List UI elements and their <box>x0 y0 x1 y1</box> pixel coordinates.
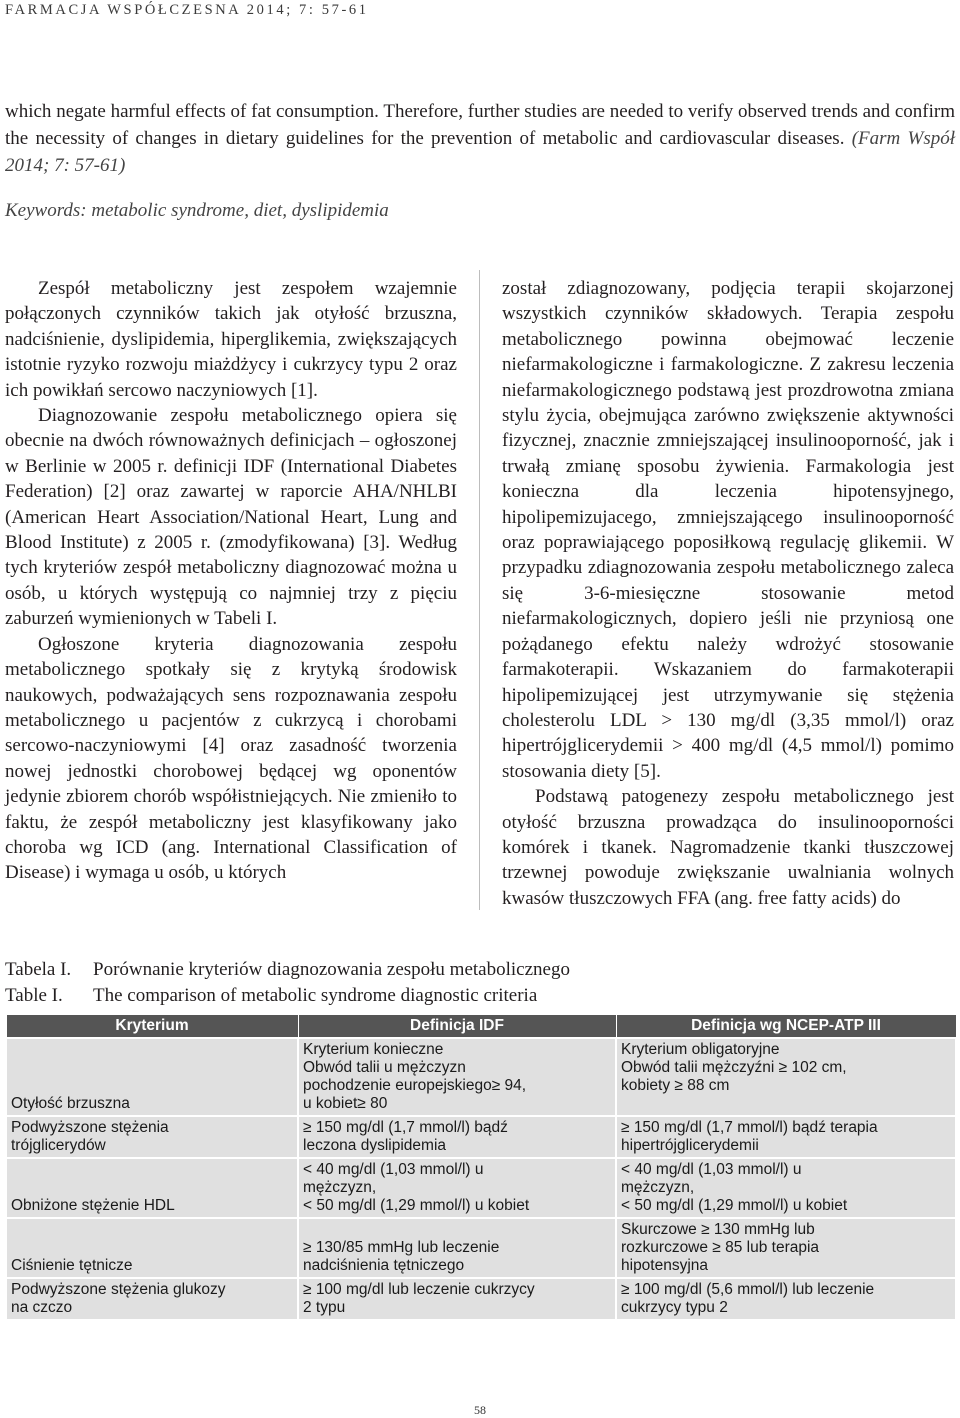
idf-cell <box>298 1116 616 1158</box>
table-row <box>6 1158 956 1218</box>
cell-line: u kobiet≥ 80 <box>303 1095 388 1112</box>
cell-line: hipertrójglicerydemii <box>621 1137 759 1154</box>
cell-line: Ciśnienie tętnicze <box>11 1257 133 1274</box>
table-header-row <box>6 1015 956 1039</box>
cell-line: Otyłość brzuszna <box>11 1095 130 1112</box>
left-column <box>5 276 457 886</box>
body-paragraph: Zespół metaboliczny jest zespołem wzajemnie połączonych czynników takich jak otyłość brzuszna, nadciśnienie, dyslipidemia, hiperglikemia, zwiększających istotnie ryzyko rozwoju miażdżycy i cukrzycy typu 2 oraz ich powikłań sercowo naczyniowych [1]. <box>5 278 457 401</box>
body-paragraph: Podstawą patogenezy zespołu metabolicznego jest otyłość brzuszna prowadząca do insulinooporności komórek i tkanek. Nagromadzenie tkanki tłuszczowej trzewnej powoduje zwiększanie uwalniania wolnych kwasów tłuszczowych FFA (ang. free fatty acids) do <box>502 786 954 909</box>
cell-line: Podwyższone stężenia <box>11 1119 169 1136</box>
cell-line: na czczo <box>11 1299 73 1316</box>
cell-line: mężczyzn, <box>621 1179 695 1196</box>
table-row <box>6 1278 956 1320</box>
cell-line: nadciśnienia tętniczego <box>303 1257 465 1274</box>
caption-tag: Table I. <box>5 985 63 1006</box>
cell-line: Kryterium obligatoryjne <box>621 1041 780 1058</box>
idf-cell <box>298 1158 616 1218</box>
column-header: Definicja wg NCEP-ATP III <box>616 1015 956 1039</box>
cell-line: mężczyzn, <box>303 1179 377 1196</box>
cell-line: 2 typu <box>303 1299 346 1316</box>
idf-cell <box>298 1278 616 1320</box>
caption-tag: Tabela I. <box>5 959 72 980</box>
criterion-cell <box>6 1278 298 1320</box>
table-row <box>6 1038 956 1116</box>
cell-line: leczona dyslipidemia <box>303 1137 447 1154</box>
running-head: FARMACJA WSPÓŁCZESNA 2014; 7: 57-61 <box>5 2 369 18</box>
cell-line: cukrzycy typu 2 <box>621 1299 728 1316</box>
cell-line: Obwód talii mężczyźni ≥ 102 cm, <box>621 1059 847 1076</box>
cell-line: < 40 mg/dl (1,03 mmol/l) u <box>621 1161 802 1178</box>
criteria-table <box>5 1014 957 1321</box>
table-row <box>6 1116 956 1158</box>
criterion-cell <box>6 1116 298 1158</box>
column-header: Kryterium <box>6 1015 298 1039</box>
criterion-cell <box>6 1038 298 1116</box>
cell-line: ≥ 100 mg/dl (5,6 mmol/l) lub leczenie <box>621 1281 875 1298</box>
idf-cell <box>298 1218 616 1278</box>
cell-line: ≥ 130/85 mmHg lub leczenie <box>303 1239 500 1256</box>
abstract <box>5 98 955 179</box>
cell-line: trójglicerydów <box>11 1137 106 1154</box>
table-caption-en <box>5 983 537 1009</box>
right-column <box>502 276 954 911</box>
ncep-cell <box>616 1158 956 1218</box>
cell-line: Kryterium konieczne <box>303 1041 444 1058</box>
abstract-text: which negate harmful effects of fat consumption. Therefore, further studies are needed to verify observed trends and confirm the necessity of changes in dietary guidelines for the prevention of metabolic and cardiovascular diseases. <box>5 101 955 149</box>
cell-line: rozkurczowe ≥ 85 lub terapia <box>621 1239 820 1256</box>
column-divider <box>479 270 480 910</box>
ncep-cell <box>616 1116 956 1158</box>
cell-line: Obwód talii u mężczyzn <box>303 1059 466 1076</box>
cell-line: kobiety ≥ 88 cm <box>621 1077 730 1094</box>
cell-line: hipotensyjna <box>621 1257 709 1274</box>
body-paragraph: został zdiagnozowany, podjęcia terapii skojarzonej wszystkich czynników składowych. Terapia zespołu metabolicznego powinna obejmować leczenie niefarmakologiczne i farmakologiczne. Z zakresu leczenia niefarmakologicznego podstawą jest prozdrowotna zmiana stylu życia, obejmująca zarówno zwiększenie aktywności fizycznej, znacznie zmniejszającej insulinooporność, jak i trwałą zmianę sposobu żywienia. Farmakologia jest konieczna dla leczenia hipotensyjnego, hipolipemizujacego, zmniejszającego insulinooporność oraz poprawiającego poposiłkową regulację glikemii. W przypadku zdiagnozowania zespołu metabolicznego zaleca się 3-6-miesięczne stosowanie metod niefarmakologicznych, dopiero jeśli nie przyniosą one pożądanego efektu należy wdrożyć stosowanie farmakoterapii. Wskazaniem do farmakoterapii hipolipemizującej jest utrzymywanie się stężenia cholesterolu LDL > 130 mg/dl (3,35 mmol/l) oraz hipertrójglicerydemii > 400 mg/dl (4,5 mmol/l) pomimo stosowania diety [5]. <box>502 278 954 782</box>
criterion-cell <box>6 1158 298 1218</box>
table-caption-pl <box>5 957 570 983</box>
cell-line: < 40 mg/dl (1,03 mmol/l) u <box>303 1161 484 1178</box>
cell-line: pochodzenie europejskiego≥ 94, <box>303 1077 527 1094</box>
column-header: Definicja IDF <box>298 1015 616 1039</box>
body-paragraph: Ogłoszone kryteria diagnozowania zespołu metabolicznego spotkały się z krytyką środowisk naukowych, podważających sens rozpoznawania zespołu metabolicznego u pacjentów z cukrzycą i chorobami sercowo-naczyniowymi [4] oraz zasadność tworzenia nowej jednostki chorobowej będącej wg oponentów jedynie zbiorem chorób współistniejących. Nie zmieniło to faktu, że zespół metaboliczny jest klasyfikowany jako choroba wg ICD (ang. International Classification of Disease) i wymaga u osób, u których <box>5 633 457 884</box>
cell-line: Skurczowe ≥ 130 mmHg lub <box>621 1221 815 1238</box>
cell-line: ≥ 100 mg/dl lub leczenie cukrzycy <box>303 1281 535 1298</box>
idf-cell <box>298 1038 616 1116</box>
abstract-citation: (Farm Współ 2014; 7: 57-61) <box>5 128 956 176</box>
caption-title: Porównanie kryteriów diagnozowania zespołu metabolicznego <box>93 959 570 980</box>
caption-title: The comparison of metabolic syndrome diagnostic criteria <box>93 985 538 1006</box>
criterion-cell <box>6 1218 298 1278</box>
table-row <box>6 1218 956 1278</box>
page-number: 58 <box>474 1403 486 1417</box>
cell-line: < 50 mg/dl (1,29 mmol/l) u kobiet <box>303 1197 530 1214</box>
cell-line: ≥ 150 mg/dl (1,7 mmol/l) bądź <box>303 1119 508 1136</box>
body-paragraph: Diagnozowanie zespołu metabolicznego opiera się obecnie na dwóch równoważnych definicjach – ogłoszonej w Berlinie w 2005 r. definicji IDF (International Diabetes Federation) [2] oraz zawartej w raporcie AHA/NHLBI (American Heart Association/National Heart, Lung and Blood Institute) z 2005 r. (zmodyfikowana) [3]. Według tych kryteriów zespół metaboliczny diagnozować można u osób, u których występują co najmniej trzy z pięciu zaburzeń wymienionych w Tabeli I. <box>5 405 457 630</box>
ncep-cell <box>616 1218 956 1278</box>
cell-line: < 50 mg/dl (1,29 mmol/l) u kobiet <box>621 1197 848 1214</box>
ncep-cell <box>616 1038 956 1116</box>
ncep-cell <box>616 1278 956 1320</box>
cell-line: Obniżone stężenie HDL <box>11 1197 175 1214</box>
abstract-paragraph <box>5 98 955 179</box>
cell-line: Podwyższone stężenia glukozy <box>11 1281 226 1298</box>
keywords: Keywords: metabolic syndrome, diet, dyslipidemia <box>5 200 389 221</box>
cell-line: ≥ 150 mg/dl (1,7 mmol/l) bądź terapia <box>621 1119 878 1136</box>
